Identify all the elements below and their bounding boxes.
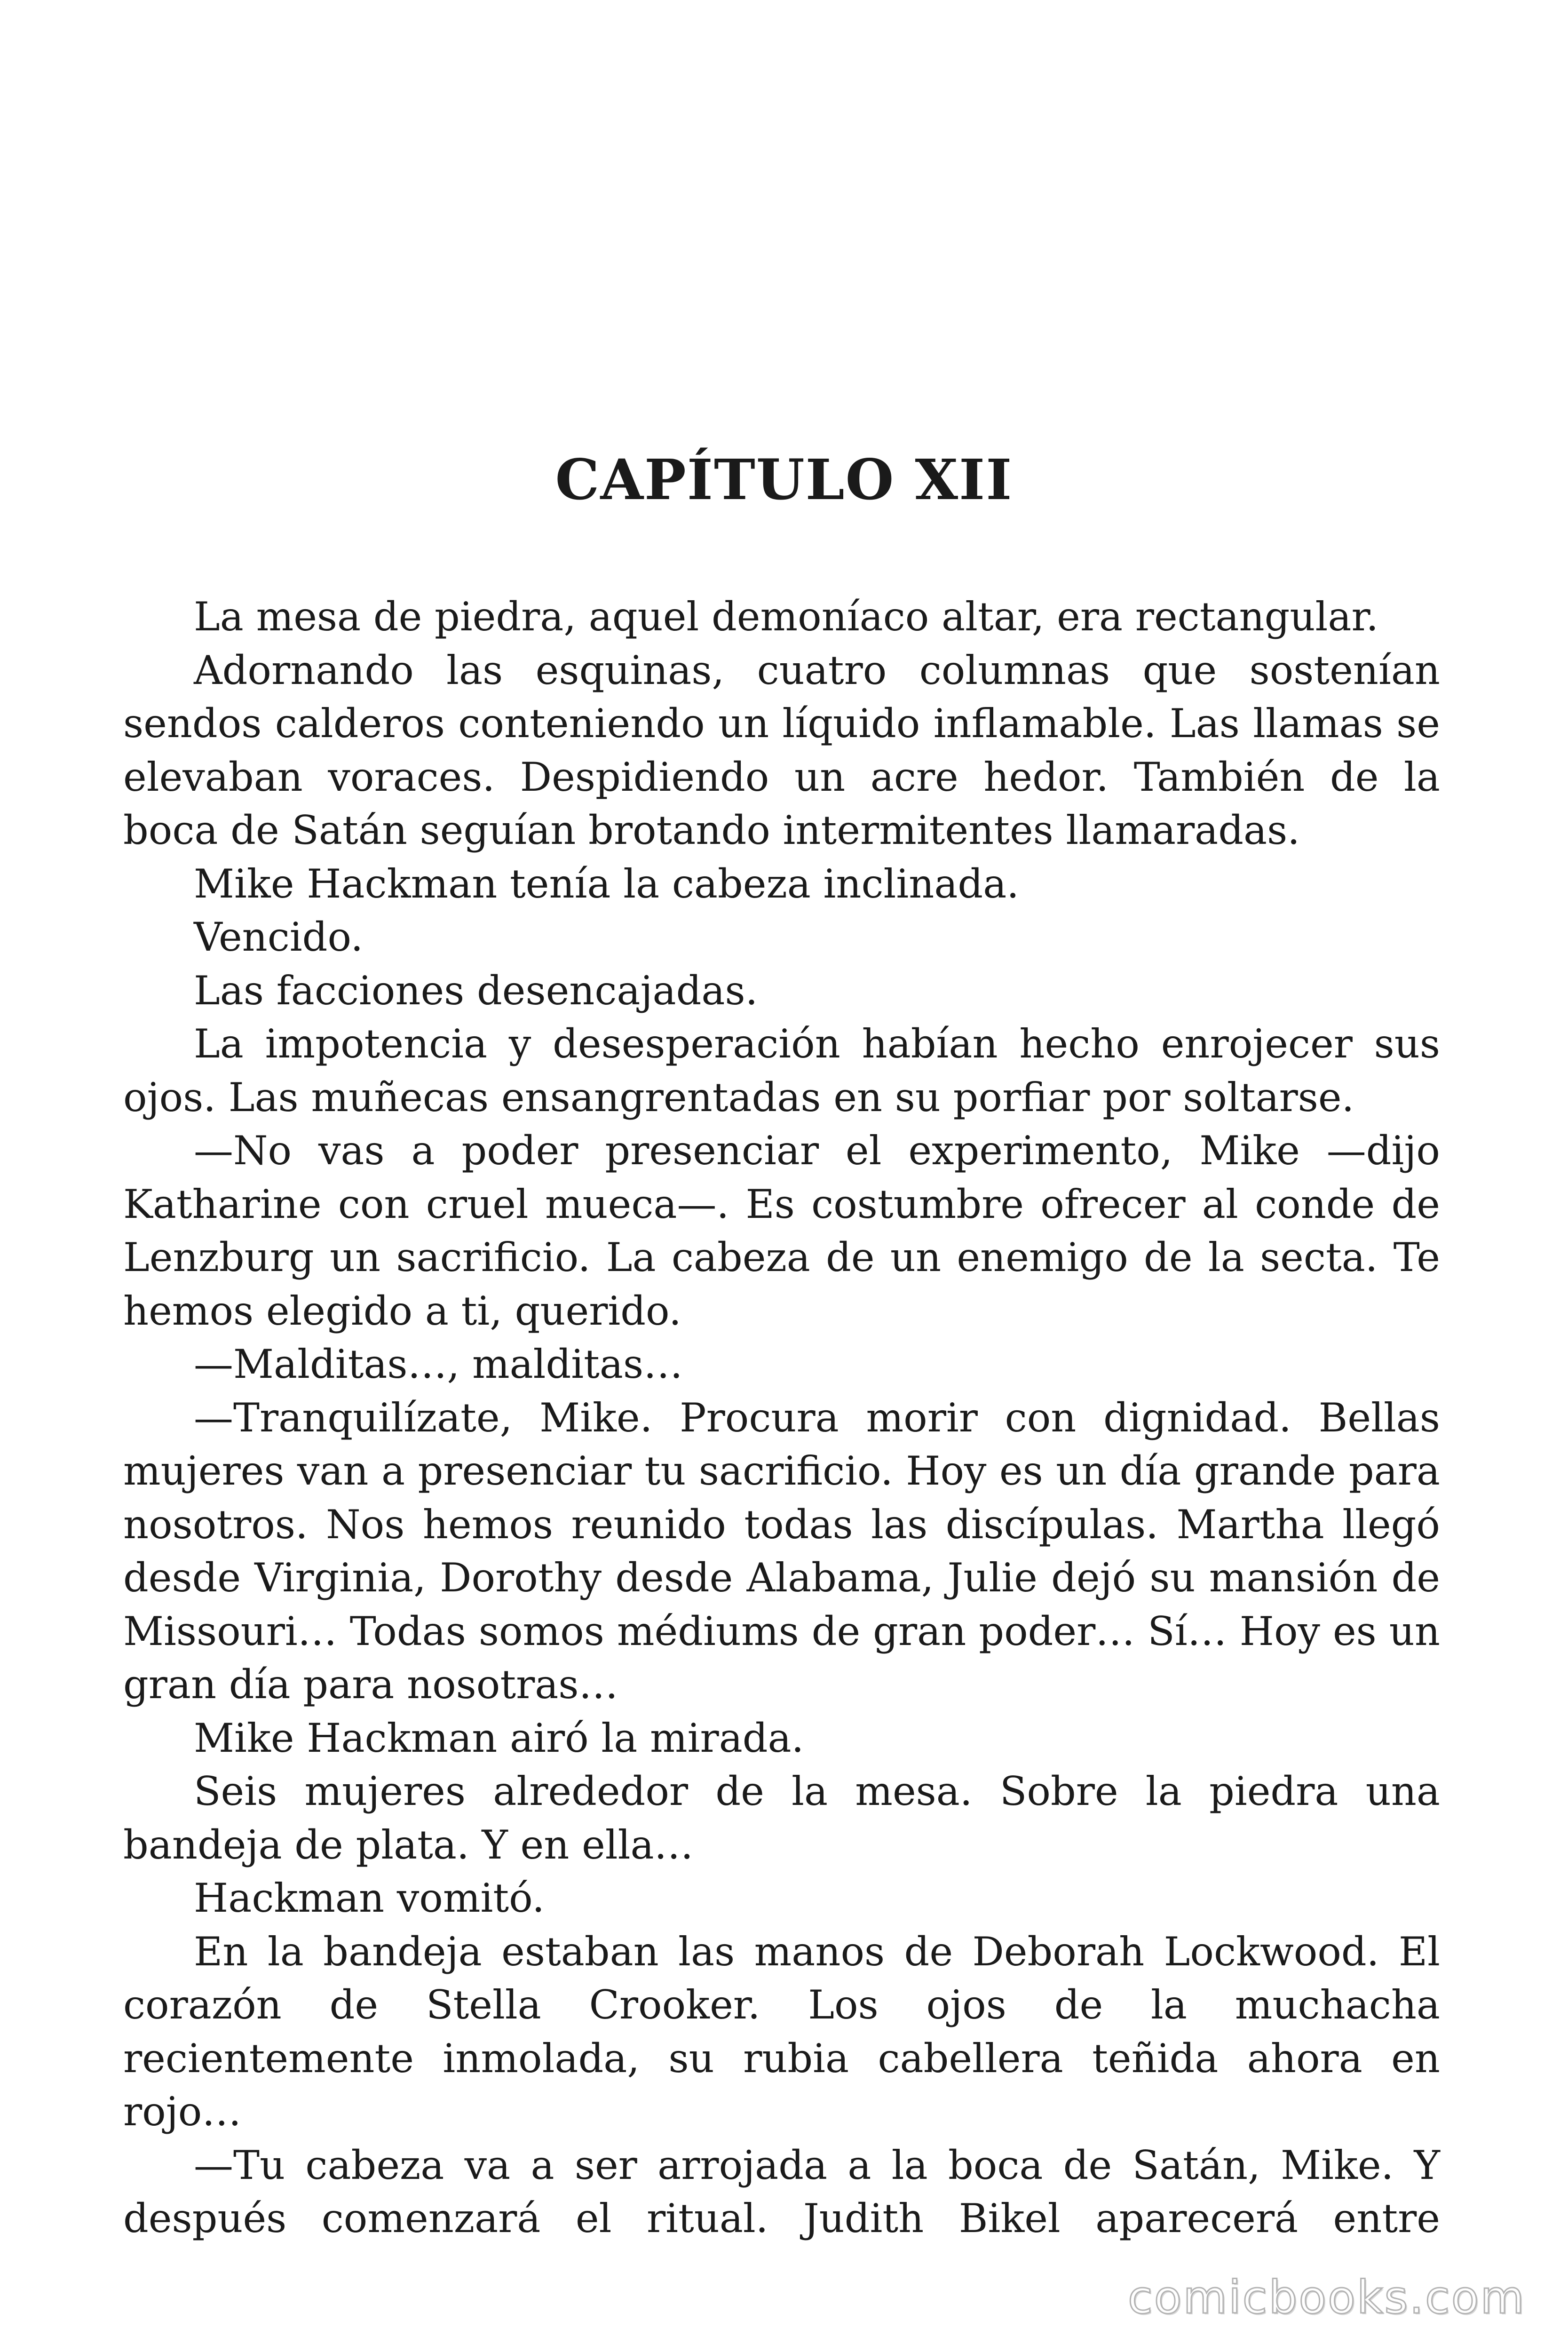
paragraph: —No vas a poder presenciar el experimento, Mike —dijo Katharine con cruel mueca—. Es costumbre ofrecer al conde de Lenzburg un sacrificio. La cabeza de un enemigo de la secta. Te hemos elegido a ti, querido.: [123, 1128, 1440, 1334]
paragraph: La impotencia y desesperación habían hecho enrojecer sus ojos. Las muñecas ensangrentadas en su porfiar por soltarse.: [123, 1021, 1440, 1120]
paragraph: —Malditas…, malditas…: [194, 1341, 683, 1387]
paragraph: La mesa de piedra, aquel demoníaco altar, era rectangular.: [194, 594, 1379, 640]
paragraph: Mike Hackman airó la mirada.: [194, 1715, 804, 1761]
chapter-title: CAPÍTULO XII: [555, 447, 1013, 512]
watermark: comicbooks.com: [1127, 2271, 1526, 2324]
paragraph: —Tu cabeza va a ser arrojada a la boca de Satán, Mike. Y después comenzará el ritual. Judith Bikel aparecerá entre: [123, 2142, 1440, 2241]
paragraph: —Tranquilízate, Mike. Procura morir con dignidad. Bellas mujeres van a presenciar tu sacrificio. Hoy es un día grande para nosotros. Nos hemos reunido todas las discípulas. Martha llegó desde Virginia, Dorothy desde Alabama, Julie dejó su mansión de Missouri… Todas somos médiums de gran poder… Sí… Hoy es un gran día para nosotras…: [123, 1394, 1440, 1708]
paragraph: Hackman vomitó.: [194, 1875, 545, 1921]
paragraph: Seis mujeres alrededor de la mesa. Sobre la piedra una bandeja de plata. Y en ella…: [123, 1768, 1440, 1868]
chapter-body: [123, 590, 1440, 2246]
paragraph: En la bandeja estaban las manos de Deborah Lockwood. El corazón de Stella Crooker. Los ojos de la muchacha recientemente inmolada, su rubia cabellera teñida ahora en rojo…: [123, 1928, 1440, 2135]
paragraph: Las facciones desencajadas.: [194, 967, 758, 1014]
paragraph: Mike Hackman tenía la cabeza inclinada.: [194, 860, 1019, 907]
paragraph: Vencido.: [194, 914, 364, 960]
paragraph: Adornando las esquinas, cuatro columnas que sostenían sendos calderos conteniendo un líquido inflamable. Las llamas se elevaban voraces. Despidiendo un acre hedor. También de la boca de Satán seguían brotando intermitentes llamaradas.: [123, 647, 1440, 853]
